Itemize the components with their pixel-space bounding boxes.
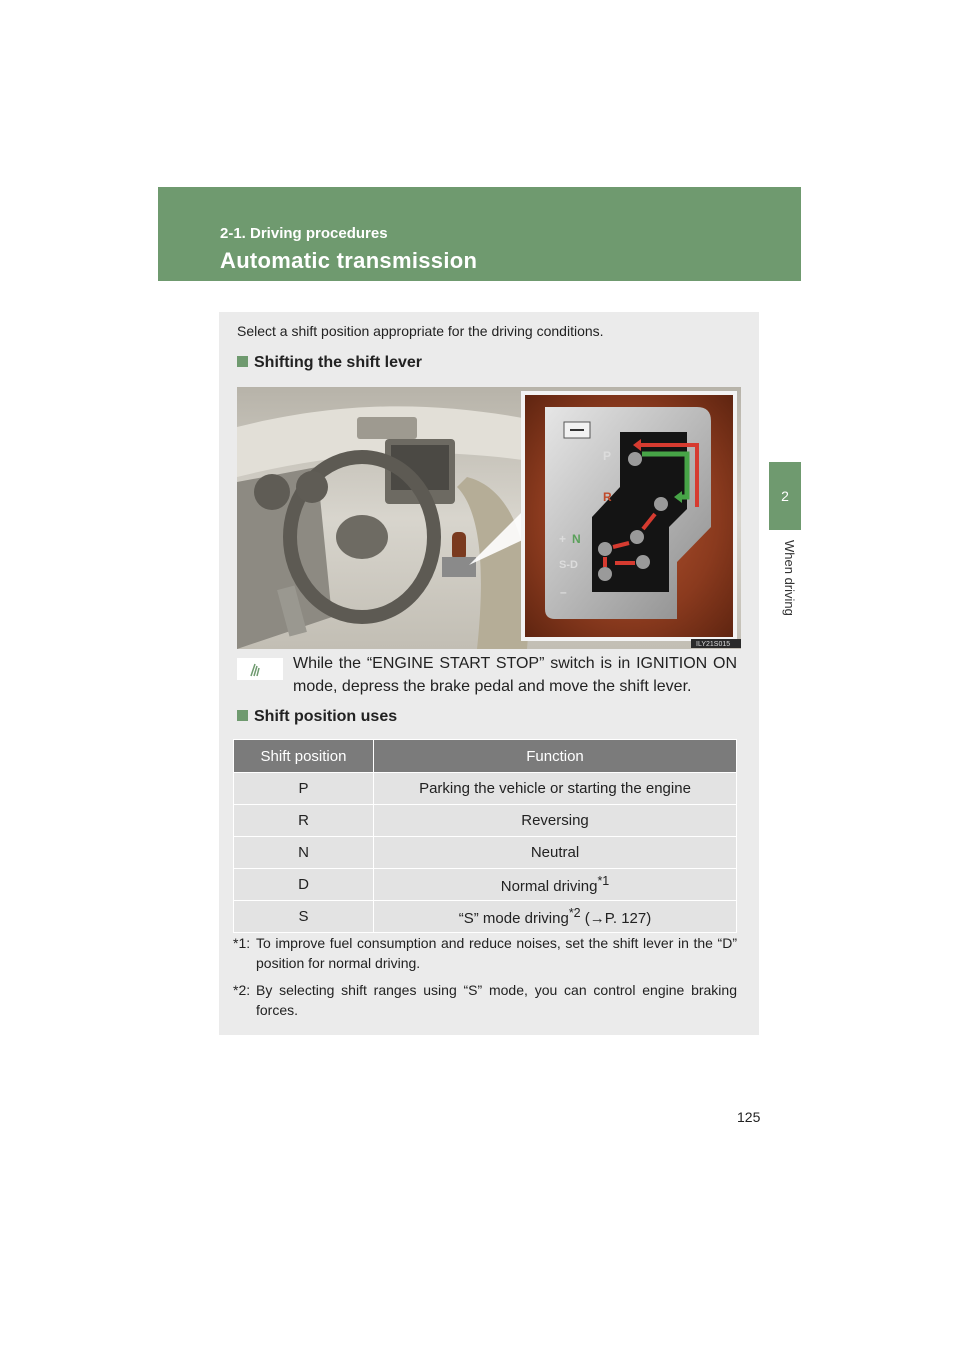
column-header-function: Function [374, 740, 737, 773]
gate-label-r: R [603, 490, 612, 504]
chapter-header [158, 187, 801, 281]
column-header-position: Shift position [234, 740, 374, 773]
cell-function [374, 901, 737, 933]
cell-position: P [234, 773, 374, 805]
footnote-ref: *2 [568, 906, 581, 920]
intro-text: Select a shift position appropriate for the driving conditions. [237, 323, 604, 339]
chapter-tab[interactable]: 2 [769, 462, 801, 530]
cell-function: Parking the vehicle or starting the engine [374, 773, 737, 805]
cell-function: Neutral [374, 837, 737, 869]
page-reference-link[interactable]: (→P. 127) [580, 910, 652, 927]
page-number: 125 [737, 1109, 761, 1125]
table-row [234, 773, 737, 805]
footnote-2 [233, 980, 737, 1020]
gate-label-plus: + [559, 532, 567, 546]
cell-position: D [234, 869, 374, 901]
subheading-uses-label: Shift position uses [254, 708, 398, 725]
shift-lever-illustration [237, 387, 741, 649]
subheading-shifting-label: Shifting the shift lever [254, 354, 423, 371]
footnote-text: To improve fuel consumption and reduce noises, set the shift lever in the “D” position for normal driving. [256, 935, 737, 971]
cell-position: N [234, 837, 374, 869]
section-title: 2-1. Driving procedures [220, 225, 388, 242]
cell-position: S [234, 901, 374, 933]
hand-icon [237, 658, 283, 680]
table-header-row [234, 740, 737, 773]
shift-note: While the “ENGINE START STOP” switch is in IGNITION ON mode, depress the brake pedal and move the shift lever. [293, 655, 737, 695]
table-row [234, 869, 737, 901]
footnote-mark: *2: [233, 982, 251, 998]
function-text: Normal driving [500, 878, 598, 895]
table-row [234, 837, 737, 869]
cell-function [374, 869, 737, 901]
cell-position: R [234, 805, 374, 837]
gate-label-sd: S-D [559, 559, 578, 571]
gate-label-p: P [603, 449, 612, 463]
square-bullet-icon [237, 710, 248, 721]
footnote-text: By selecting shift ranges using “S” mode, you can control engine braking forces. [256, 982, 737, 1018]
note-icon [237, 658, 283, 680]
chapter-tab-label: When driving [782, 540, 797, 616]
content-panel [219, 312, 759, 1035]
subheading-uses [237, 708, 397, 726]
subheading-shifting [237, 354, 422, 372]
footnote-ref: *1 [597, 874, 610, 888]
footnote-mark: *1: [233, 935, 251, 951]
page-title: Automatic transmission [220, 248, 478, 273]
table-row [234, 805, 737, 837]
interior-photo [237, 387, 741, 649]
footnote-1 [233, 933, 737, 973]
image-code: ILY21S015 [696, 641, 731, 648]
table-row [234, 901, 737, 933]
square-bullet-icon [237, 356, 248, 367]
shift-position-table [233, 739, 737, 933]
gate-label-minus: – [560, 585, 567, 599]
gate-label-n: N [572, 532, 581, 546]
cell-function: Reversing [374, 805, 737, 837]
function-text: “S” mode driving [458, 910, 569, 927]
